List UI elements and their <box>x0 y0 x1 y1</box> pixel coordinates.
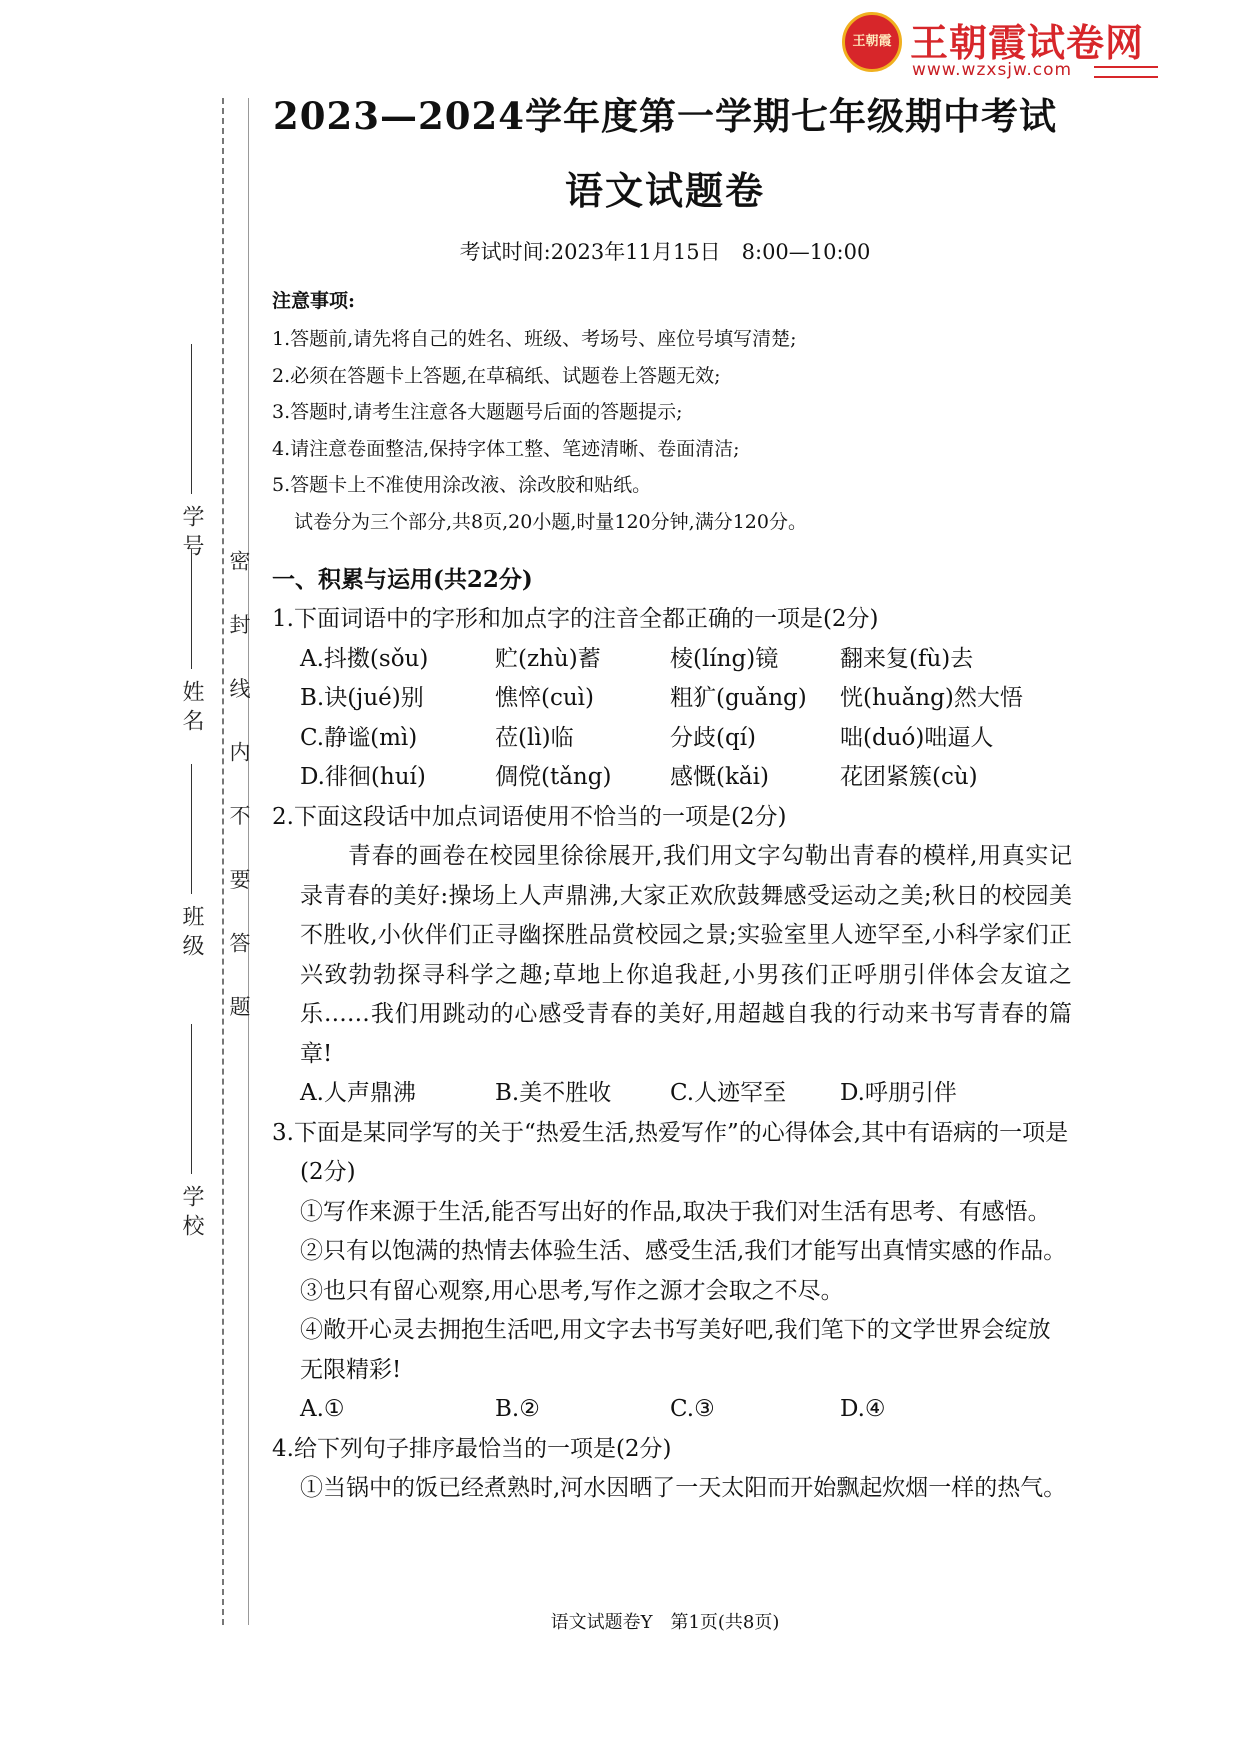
option-a: A.人声鼎沸 <box>300 1080 416 1106</box>
class-label: 班 级 <box>179 905 204 956</box>
question-3-item: ②只有以饱满的热情去体验生活、感受生活,我们才能写出真情实感的作品。 <box>300 1238 1067 1264</box>
student-id-field[interactable] <box>176 340 207 556</box>
option-cell: 咄(duó)咄逼人 <box>840 724 994 751</box>
option-b: B.美不胜收 <box>495 1080 612 1106</box>
question-4-stem: 4.给下列句子排序最恰当的一项是(2分) <box>272 1435 672 1462</box>
option-cell: 分歧(qí) <box>670 724 757 751</box>
option-c: C.人迹罕至 <box>670 1080 787 1106</box>
note-item: 4.请注意卷面整洁,保持字体工整、笔迹清晰、卷面清洁; <box>272 437 740 460</box>
option-cell: D.徘徊(huí) <box>300 764 426 790</box>
question-3-item: ①写作来源于生活,能否写出好的作品,取决于我们对生活有思考、有感悟。 <box>300 1198 1051 1225</box>
logo-seal-icon: 王朝霞 <box>842 12 902 72</box>
question-3-stem: 3.下面是某同学写的关于“热爱生活,热爱写作”的心得体会,其中有语病的一项是(2分) <box>272 1119 1069 1185</box>
question-1-row-c <box>272 719 1072 759</box>
option-a: A.① <box>300 1396 345 1422</box>
question-1-row-b <box>272 679 1072 719</box>
option-cell: 感慨(kǎi) <box>670 764 769 790</box>
option-d: D.④ <box>840 1396 886 1422</box>
logo-name: 王朝霞试卷网 <box>910 21 1145 65</box>
option-cell: 倜傥(tǎng) <box>495 764 612 790</box>
question-2-options <box>272 1074 1072 1114</box>
option-cell: 花团紧簇(cù) <box>840 764 978 790</box>
exam-time: 考试时间:2023年11月15日 8:00—10:00 <box>459 240 871 264</box>
option-cell: 贮(zhù)蓄 <box>495 645 601 672</box>
option-c: C.③ <box>670 1396 715 1422</box>
section-title: 一、积累与运用(共22分) <box>272 566 533 593</box>
student-id-label: 学 号 <box>179 505 204 556</box>
logo-url: www.wzxsjw.com <box>912 60 1073 80</box>
exam-subtitle: 语文试题卷 <box>564 168 765 213</box>
class-field[interactable] <box>176 760 207 956</box>
note-item: 5.答题卡上不准使用涂改液、涂改胶和贴纸。 <box>272 474 652 496</box>
question-2-stem: 2.下面这段话中加点词语使用不恰当的一项是(2分) <box>272 803 787 830</box>
option-cell: 翻来复(fù)去 <box>840 645 974 672</box>
note-item: 2.必须在答题卡上答题,在草稿纸、试题卷上答题无效; <box>272 364 721 387</box>
question-1-stem: 1.下面词语中的字形和加点字的注音全都正确的一项是(2分) <box>272 606 879 632</box>
option-cell: 粗犷(guǎng) <box>670 685 807 711</box>
seal-notice: 密 封 线 内 不 要 答 题 <box>227 550 251 1035</box>
note-item: 3.答题时,请考生注意各大题题号后面的答题提示; <box>272 401 683 423</box>
question-2-passage: 青春的画卷在校园里徐徐展开,我们用文字勾勒出青春的模样,用真实记录青春的美好:操场上人声鼎沸,大家正欢欣鼓舞感受运动之美;秋日的校园美不胜收,小伙伴们正寻幽探胜品赏校园之景;实验室里人迹罕至,小科学家们正兴致勃勃探寻科学之趣;草地上你追我赶,小男孩们正呼朋引伴体会友谊之乐……我们用跳动的心感受青春的美好,用超越自我的行动来书写青春的篇章! <box>300 843 1072 1067</box>
site-logo <box>842 8 1160 78</box>
name-label: 姓 名 <box>179 680 204 731</box>
option-b: B.② <box>495 1396 540 1422</box>
page-footer: 语文试题卷Y 第1页(共8页) <box>550 1612 780 1633</box>
option-cell: 莅(lì)临 <box>495 724 574 751</box>
option-cell: 恍(huǎng)然大悟 <box>840 685 1023 711</box>
question-3-item: ④敞开心灵去拥抱生活吧,用文字去书写美好吧,我们笔下的文学世界会绽放无限精彩! <box>300 1317 1051 1383</box>
note-item: 1.答题前,请先将自己的姓名、班级、考场号、座位号填写清楚; <box>272 328 797 350</box>
option-cell: C.静谧(mì) <box>300 724 418 751</box>
question-1-row-d <box>272 758 1072 798</box>
question-4-item: ①当锅中的饭已经煮熟时,河水因晒了一天太阳而开始飘起炊烟一样的热气。 <box>300 1475 1067 1501</box>
exam-title: 2023—2024学年度第一学期七年级期中考试 <box>273 94 1057 138</box>
name-field[interactable] <box>176 545 207 731</box>
school-label: 学 校 <box>179 1185 204 1236</box>
option-cell: 憔悴(cuì) <box>495 685 594 711</box>
question-1-row-a <box>272 640 1072 680</box>
school-field[interactable] <box>176 1020 207 1236</box>
notes-title: 注意事项: <box>272 290 356 312</box>
question-3-options <box>272 1390 1072 1430</box>
logo-decoration <box>1094 66 1158 78</box>
exam-content <box>272 286 1072 1509</box>
option-cell: A.抖擞(sǒu) <box>300 645 429 672</box>
option-cell: 棱(líng)镜 <box>670 645 779 672</box>
option-d: D.呼朋引伴 <box>840 1080 957 1106</box>
option-cell: B.诀(jué)别 <box>300 685 424 711</box>
question-3-item: ③也只有留心观察,用心思考,写作之源才会取之不尽。 <box>300 1277 844 1304</box>
notes-summary: 试卷分为三个部分,共8页,20小题,时量120分钟,满分120分。 <box>294 510 807 533</box>
